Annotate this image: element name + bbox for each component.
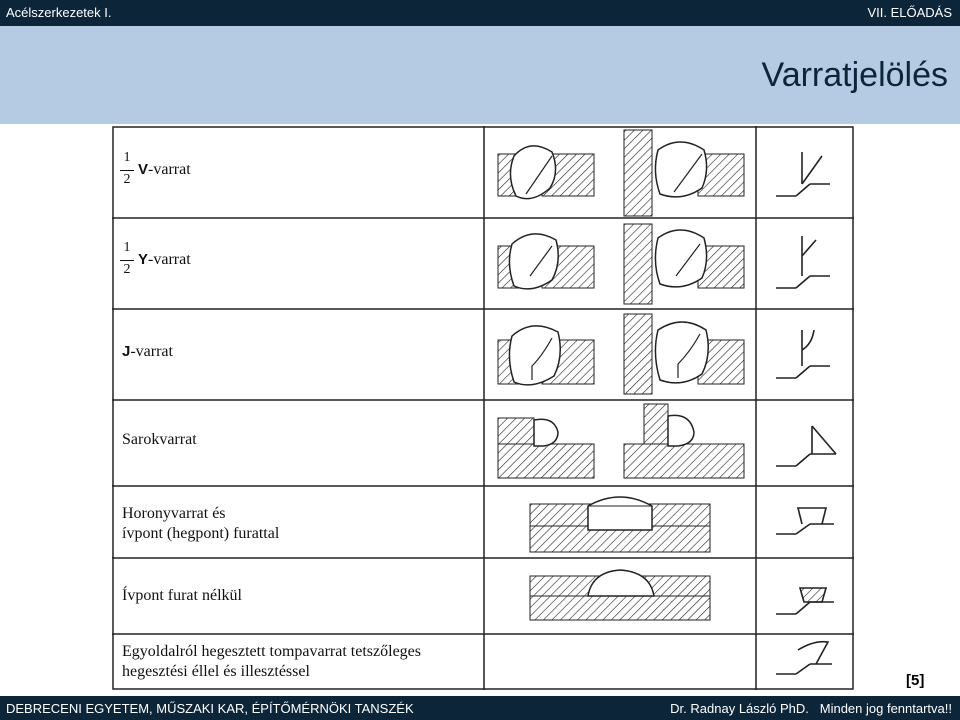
row3-label — [122, 342, 173, 362]
row1-label — [138, 160, 191, 180]
row1-fraction-bar — [120, 170, 134, 171]
rights-notice: Minden jog fenntartva!! — [819, 701, 952, 716]
row2-fraction-numerator: 1 — [123, 240, 131, 255]
row2-fraction-denominator: 2 — [123, 262, 131, 277]
row7-label-line1: Egyoldalról hegesztett tompavarrat tetszőleges — [122, 643, 421, 660]
row1-fraction-numerator: 1 — [123, 150, 131, 165]
row5-label-line1: Horonyvarrat és — [122, 505, 226, 522]
institution-name: DEBRECENI EGYETEM, MŰSZAKI KAR, ÉPÍTŐMÉRNÖKI TANSZÉK — [6, 701, 414, 716]
row6-label: Ívpont furat nélkül — [122, 587, 242, 604]
row5-label-line2: ívpont (hegpont) furattal — [122, 525, 280, 542]
row1-fraction-denominator: 2 — [123, 172, 131, 187]
row2-letter: Y — [138, 251, 149, 268]
title-bar — [0, 26, 960, 124]
spot-joint-drawing — [530, 570, 710, 620]
row3-letter: J — [122, 343, 131, 360]
row7-label-line2: hegesztési éllel és illesztéssel — [122, 663, 310, 680]
row1-name: -varrat — [148, 161, 191, 178]
row1-letter: V — [138, 161, 149, 178]
slide-title: Varratjelölés — [761, 56, 948, 94]
lecture-number: VII. ELŐADÁS — [867, 5, 952, 20]
plug-joint-drawing — [530, 497, 710, 552]
row3-name: -varrat — [130, 343, 173, 360]
row4-label: Sarokvarrat — [122, 431, 197, 448]
bottom-bar — [0, 696, 960, 720]
reference-marker: [5] — [906, 672, 925, 689]
row2-label — [138, 250, 191, 270]
row2-name: -varrat — [148, 251, 191, 268]
weld-symbol-table — [112, 126, 854, 690]
row2-fraction-bar — [120, 260, 134, 261]
author-name: Dr. Radnay László PhD. — [670, 701, 809, 716]
footer-right — [670, 701, 952, 716]
top-bar — [0, 0, 960, 26]
course-title: Acélszerkezetek I. — [6, 5, 112, 20]
